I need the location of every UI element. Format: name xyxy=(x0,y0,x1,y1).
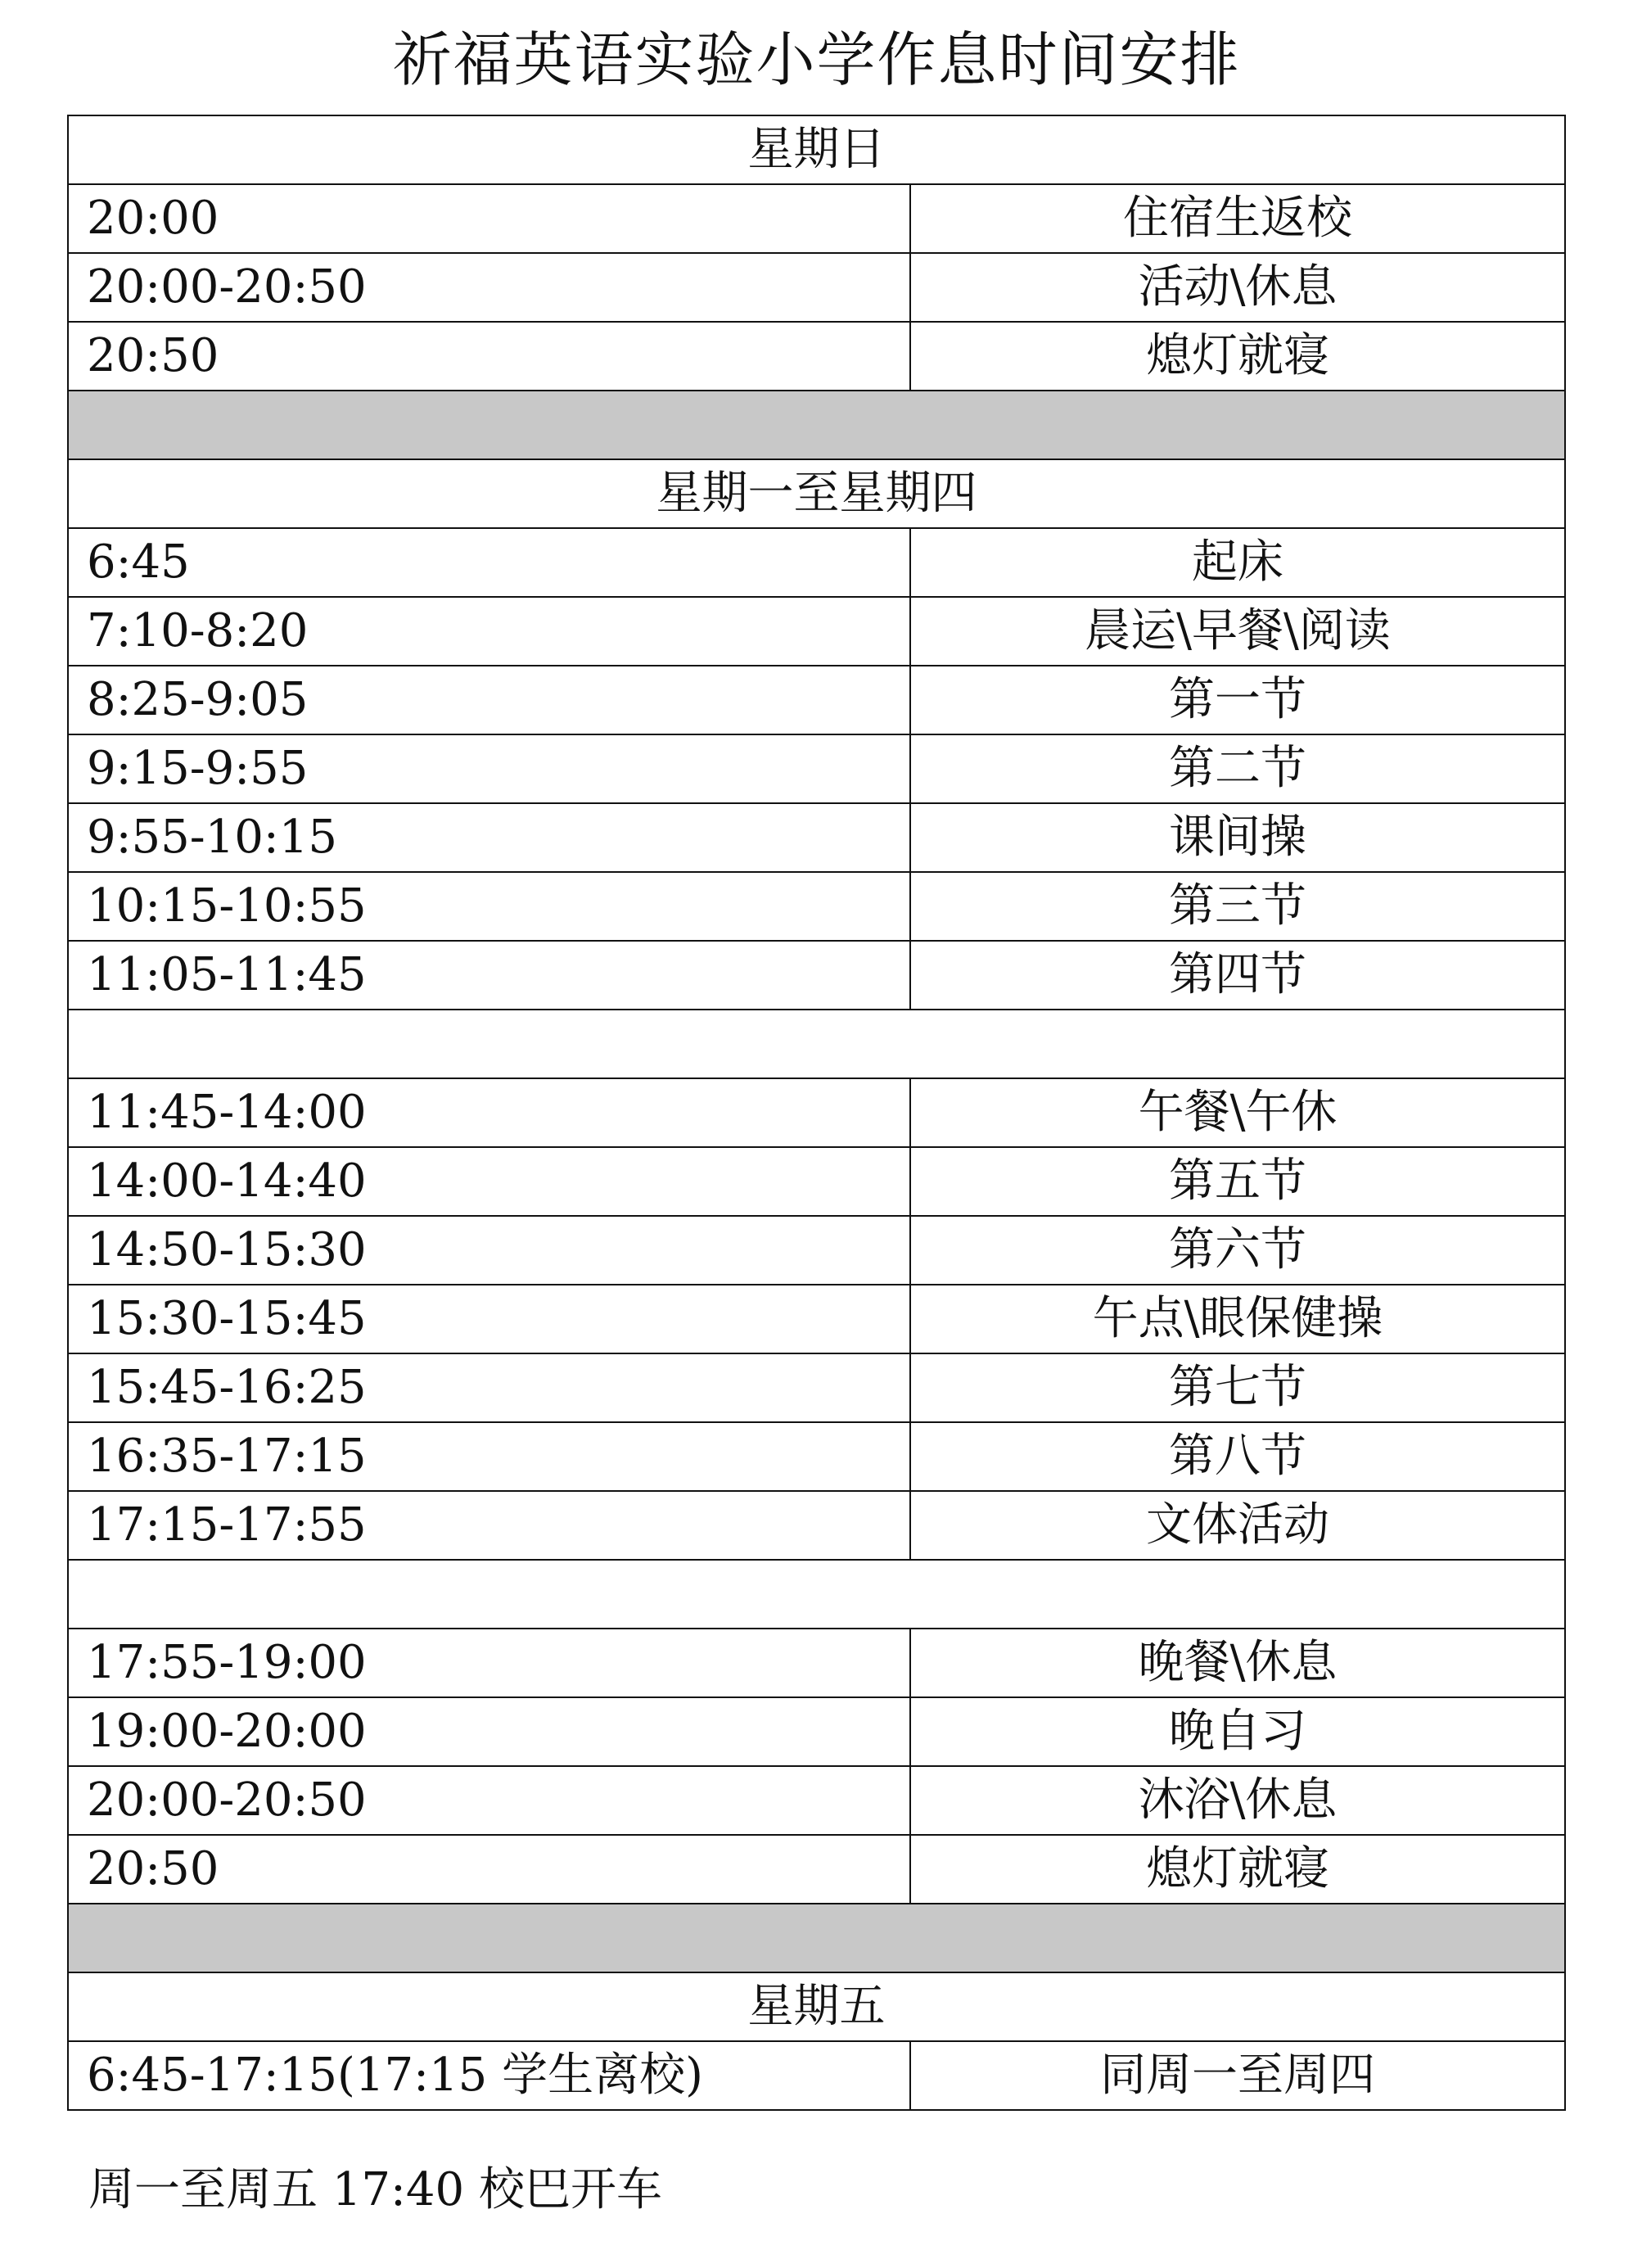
table-row xyxy=(68,1147,1565,1216)
activity-cell: 晚自习 xyxy=(910,1697,1565,1766)
activity-cell: 课间操 xyxy=(910,803,1565,872)
section-header-row xyxy=(68,115,1565,184)
table-row xyxy=(68,1285,1565,1353)
friday-header: 星期五 xyxy=(68,1972,1565,2041)
activity-cell: 熄灯就寝 xyxy=(910,322,1565,391)
table-row xyxy=(68,1216,1565,1285)
mon-thu-header: 星期一至星期四 xyxy=(68,459,1565,528)
table-row xyxy=(68,322,1565,391)
footer-note: 周一至周五 17:40 校巴开车 xyxy=(88,2163,662,2216)
table-row xyxy=(68,597,1565,666)
gray-separator-cell xyxy=(68,391,1565,459)
blank-separator-row xyxy=(68,1010,1565,1078)
time-cell: 14:50-15:30 xyxy=(68,1216,910,1285)
activity-cell: 起床 xyxy=(910,528,1565,597)
time-cell: 19:00-20:00 xyxy=(68,1697,910,1766)
section-header-row xyxy=(68,1972,1565,2041)
blank-separator-cell xyxy=(68,1010,1565,1078)
time-cell: 9:55-10:15 xyxy=(68,803,910,872)
activity-cell: 同周一至周四 xyxy=(910,2041,1565,2110)
table-row xyxy=(68,734,1565,803)
table-row xyxy=(68,1766,1565,1835)
activity-cell: 第五节 xyxy=(910,1147,1565,1216)
table-row xyxy=(68,1629,1565,1697)
time-cell: 6:45-17:15(17:15 学生离校) xyxy=(68,2041,910,2110)
document-title: 祈福英语实验小学作息时间安排 xyxy=(392,25,1241,94)
blank-separator-row xyxy=(68,1560,1565,1629)
activity-cell: 午餐\午休 xyxy=(910,1078,1565,1147)
table-row xyxy=(68,1491,1565,1560)
activity-cell: 晚餐\休息 xyxy=(910,1629,1565,1697)
table-row xyxy=(68,184,1565,253)
schedule-table xyxy=(67,115,1566,2111)
table-row xyxy=(68,1835,1565,1904)
gray-separator-cell xyxy=(68,1904,1565,1972)
time-cell: 8:25-9:05 xyxy=(68,666,910,734)
time-cell: 11:45-14:00 xyxy=(68,1078,910,1147)
table-row xyxy=(68,1078,1565,1147)
time-cell: 20:50 xyxy=(68,1835,910,1904)
sunday-header: 星期日 xyxy=(68,115,1565,184)
table-row xyxy=(68,803,1565,872)
activity-cell: 熄灯就寝 xyxy=(910,1835,1565,1904)
time-cell: 15:45-16:25 xyxy=(68,1353,910,1422)
table-row xyxy=(68,1353,1565,1422)
time-cell: 14:00-14:40 xyxy=(68,1147,910,1216)
activity-cell: 沐浴\休息 xyxy=(910,1766,1565,1835)
activity-cell: 午点\眼保健操 xyxy=(910,1285,1565,1353)
gray-separator-row xyxy=(68,1904,1565,1972)
time-cell: 10:15-10:55 xyxy=(68,872,910,941)
activity-cell: 第三节 xyxy=(910,872,1565,941)
activity-cell: 第六节 xyxy=(910,1216,1565,1285)
activity-cell: 第八节 xyxy=(910,1422,1565,1491)
time-cell: 20:00-20:50 xyxy=(68,1766,910,1835)
table-row xyxy=(68,253,1565,322)
time-cell: 9:15-9:55 xyxy=(68,734,910,803)
time-cell: 20:00-20:50 xyxy=(68,253,910,322)
table-row xyxy=(68,1697,1565,1766)
activity-cell: 第四节 xyxy=(910,941,1565,1010)
time-cell: 16:35-17:15 xyxy=(68,1422,910,1491)
activity-cell: 活动\休息 xyxy=(910,253,1565,322)
activity-cell: 第七节 xyxy=(910,1353,1565,1422)
time-cell: 15:30-15:45 xyxy=(68,1285,910,1353)
time-cell: 20:50 xyxy=(68,322,910,391)
time-cell: 17:55-19:00 xyxy=(68,1629,910,1697)
time-cell: 20:00 xyxy=(68,184,910,253)
time-cell: 11:05-11:45 xyxy=(68,941,910,1010)
activity-cell: 第一节 xyxy=(910,666,1565,734)
blank-separator-cell xyxy=(68,1560,1565,1629)
activity-cell: 第二节 xyxy=(910,734,1565,803)
table-row xyxy=(68,666,1565,734)
table-row xyxy=(68,528,1565,597)
table-row xyxy=(68,941,1565,1010)
activity-cell: 文体活动 xyxy=(910,1491,1565,1560)
table-row xyxy=(68,1422,1565,1491)
time-cell: 6:45 xyxy=(68,528,910,597)
time-cell: 7:10-8:20 xyxy=(68,597,910,666)
time-cell: 17:15-17:55 xyxy=(68,1491,910,1560)
activity-cell: 晨运\早餐\阅读 xyxy=(910,597,1565,666)
activity-cell: 住宿生返校 xyxy=(910,184,1565,253)
gray-separator-row xyxy=(68,391,1565,459)
table-row xyxy=(68,872,1565,941)
section-header-row xyxy=(68,459,1565,528)
table-row xyxy=(68,2041,1565,2110)
